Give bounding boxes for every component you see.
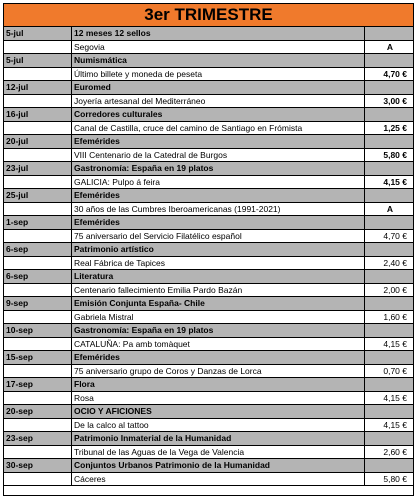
entry-category: Numismática xyxy=(72,54,365,67)
entry-header-row xyxy=(4,432,413,446)
entry-detail-row xyxy=(4,284,413,298)
entry-category: Flora xyxy=(72,378,365,391)
entry-header-row xyxy=(4,27,413,41)
list-item xyxy=(4,81,413,108)
entry-header-blank xyxy=(365,108,413,121)
entry-item: Rosa xyxy=(72,392,365,405)
stamp-calendar-table xyxy=(3,3,414,496)
entry-header-row xyxy=(4,162,413,176)
entry-header-blank xyxy=(365,351,413,364)
entry-date: 1-sep xyxy=(4,216,72,229)
entry-date: 6-sep xyxy=(4,243,72,256)
entry-header-row xyxy=(4,54,413,68)
entry-date: 23-jul xyxy=(4,162,72,175)
list-item xyxy=(4,405,413,432)
entry-blank xyxy=(4,122,72,135)
entry-price: 2,40 € xyxy=(383,257,407,268)
list-item xyxy=(4,27,413,54)
entry-header-row xyxy=(4,216,413,230)
entry-blank xyxy=(4,365,72,378)
entries-list xyxy=(4,27,413,486)
entry-price: 4,70 € xyxy=(383,68,407,79)
entry-category: Efemérides xyxy=(72,189,365,202)
entry-price: 1,25 € xyxy=(383,122,407,133)
entry-blank xyxy=(4,338,72,351)
entry-detail-row xyxy=(4,95,413,109)
list-item xyxy=(4,297,413,324)
entry-date: 23-sep xyxy=(4,432,72,445)
list-item xyxy=(4,243,413,270)
entry-item: CATALUÑA: Pa amb tomàquet xyxy=(72,338,365,351)
entry-category: Patrimonio Inmaterial de la Humanidad xyxy=(72,432,365,445)
entry-price: 3,00 € xyxy=(383,95,407,106)
entry-header-blank xyxy=(365,270,413,283)
entry-header-blank xyxy=(365,459,413,472)
entry-price: A xyxy=(386,203,394,214)
entry-date: 30-sep xyxy=(4,459,72,472)
entry-detail-row xyxy=(4,41,413,55)
entry-date: 12-jul xyxy=(4,81,72,94)
entry-item: Último billete y moneda de peseta xyxy=(72,68,365,81)
entry-header-blank xyxy=(365,162,413,175)
list-item xyxy=(4,324,413,351)
entry-blank xyxy=(4,392,72,405)
entry-price: 4,15 € xyxy=(383,392,407,403)
entry-category: Efemérides xyxy=(72,135,365,148)
entry-item: 75 aniversario del Servicio Filatélico español xyxy=(72,230,365,243)
entry-blank xyxy=(4,446,72,459)
entry-header-row xyxy=(4,135,413,149)
entry-price: 5,80 € xyxy=(383,473,407,484)
entry-blank xyxy=(4,311,72,324)
entry-header-blank xyxy=(365,432,413,445)
entry-price: 4,70 € xyxy=(383,230,407,241)
entry-date: 17-sep xyxy=(4,378,72,391)
entry-blank xyxy=(4,149,72,162)
entry-header-row xyxy=(4,459,413,473)
entry-detail-row xyxy=(4,176,413,190)
entry-date: 25-jul xyxy=(4,189,72,202)
entry-header-row xyxy=(4,81,413,95)
entry-header-blank xyxy=(365,405,413,418)
entry-header-blank xyxy=(365,324,413,337)
entry-item: De la calco al tattoo xyxy=(72,419,365,432)
entry-header-blank xyxy=(365,54,413,67)
entry-date: 20-sep xyxy=(4,405,72,418)
entry-price: 0,70 € xyxy=(383,365,407,376)
entry-detail-row xyxy=(4,68,413,82)
entry-blank xyxy=(4,284,72,297)
entry-header-blank xyxy=(365,297,413,310)
entry-blank xyxy=(4,419,72,432)
entry-category: Conjuntos Urbanos Patrimonio de la Humanidad xyxy=(72,459,365,472)
entry-item: VIII Centenario de la Catedral de Burgos xyxy=(72,149,365,162)
entry-category: Efemérides xyxy=(72,351,365,364)
entry-item: Tribunal de las Aguas de la Vega de Valencia xyxy=(72,446,365,459)
entry-category: Patrimonio artístico xyxy=(72,243,365,256)
entry-category: Gastronomía: España en 19 platos xyxy=(72,324,365,337)
entry-header-row xyxy=(4,297,413,311)
page-title: 3er TRIMESTRE xyxy=(4,4,413,27)
entry-category: 12 meses 12 sellos xyxy=(72,27,365,40)
entry-category: Corredores culturales xyxy=(72,108,365,121)
entry-detail-row xyxy=(4,446,413,460)
entry-item: Centenario fallecimiento Emilia Pardo Bazán xyxy=(72,284,365,297)
entry-item: 30 años de las Cumbres Iberoamericanas (1991-2021) xyxy=(72,203,365,216)
entry-item: Segovia xyxy=(72,41,365,54)
entry-category: OCIO Y AFICIONES xyxy=(72,405,365,418)
entry-header-row xyxy=(4,324,413,338)
entry-detail-row xyxy=(4,257,413,271)
entry-blank xyxy=(4,176,72,189)
entry-price: 2,60 € xyxy=(383,446,407,457)
entry-detail-row xyxy=(4,311,413,325)
entry-price: 2,00 € xyxy=(383,284,407,295)
entry-date: 10-sep xyxy=(4,324,72,337)
entry-category: Euromed xyxy=(72,81,365,94)
list-item xyxy=(4,432,413,459)
entry-detail-row xyxy=(4,230,413,244)
entry-blank xyxy=(4,203,72,216)
entry-detail-row xyxy=(4,122,413,136)
entry-item: GALICIA: Pulpo á feira xyxy=(72,176,365,189)
entry-header-row xyxy=(4,243,413,257)
entry-item: Cáceres xyxy=(72,473,365,486)
entry-detail-row xyxy=(4,338,413,352)
entry-blank xyxy=(4,95,72,108)
entry-date: 6-sep xyxy=(4,270,72,283)
entry-date: 5-jul xyxy=(4,54,72,67)
entry-header-row xyxy=(4,108,413,122)
entry-item: Canal de Castilla, cruce del camino de Santiago en Frómista xyxy=(72,122,365,135)
entry-header-blank xyxy=(365,243,413,256)
list-item xyxy=(4,378,413,405)
list-item xyxy=(4,216,413,243)
entry-category: Emisión Conjunta España- Chile xyxy=(72,297,365,310)
entry-price: 4,15 € xyxy=(383,176,407,187)
list-item xyxy=(4,189,413,216)
entry-header-blank xyxy=(365,135,413,148)
entry-header-blank xyxy=(365,216,413,229)
entry-blank xyxy=(4,68,72,81)
entry-detail-row xyxy=(4,149,413,163)
list-item xyxy=(4,108,413,135)
entry-price: 5,80 € xyxy=(383,149,407,160)
entry-date: 20-jul xyxy=(4,135,72,148)
entry-header-row xyxy=(4,405,413,419)
entry-blank xyxy=(4,473,72,486)
entry-header-blank xyxy=(365,189,413,202)
entry-header-blank xyxy=(365,81,413,94)
entry-category: Literatura xyxy=(72,270,365,283)
entry-price: 4,15 € xyxy=(383,338,407,349)
entry-header-row xyxy=(4,351,413,365)
list-item xyxy=(4,459,413,486)
entry-date: 5-jul xyxy=(4,27,72,40)
entry-detail-row xyxy=(4,473,413,487)
entry-header-row xyxy=(4,378,413,392)
entry-category: Efemérides xyxy=(72,216,365,229)
entry-blank xyxy=(4,257,72,270)
entry-date: 15-sep xyxy=(4,351,72,364)
entry-item: Gabriela Mistral xyxy=(72,311,365,324)
entry-date: 16-jul xyxy=(4,108,72,121)
entry-detail-row xyxy=(4,419,413,433)
entry-header-blank xyxy=(365,27,413,40)
entry-detail-row xyxy=(4,365,413,379)
entry-header-row xyxy=(4,270,413,284)
entry-detail-row xyxy=(4,203,413,217)
entry-price: 1,60 € xyxy=(383,311,407,322)
list-item xyxy=(4,351,413,378)
list-item xyxy=(4,135,413,162)
list-item xyxy=(4,54,413,81)
list-item xyxy=(4,162,413,189)
entry-blank xyxy=(4,230,72,243)
entry-date: 9-sep xyxy=(4,297,72,310)
entry-item: Real Fábrica de Tapices xyxy=(72,257,365,270)
list-item xyxy=(4,270,413,297)
entry-price: A xyxy=(386,41,394,52)
entry-price: 4,15 € xyxy=(383,419,407,430)
entry-item: Joyería artesanal del Mediterráneo xyxy=(72,95,365,108)
entry-detail-row xyxy=(4,392,413,406)
entry-header-blank xyxy=(365,378,413,391)
entry-header-row xyxy=(4,189,413,203)
entry-blank xyxy=(4,41,72,54)
entry-category: Gastronomía: España en 19 platos xyxy=(72,162,365,175)
entry-item: 75 aniversario grupo de Coros y Danzas de Lorca xyxy=(72,365,365,378)
